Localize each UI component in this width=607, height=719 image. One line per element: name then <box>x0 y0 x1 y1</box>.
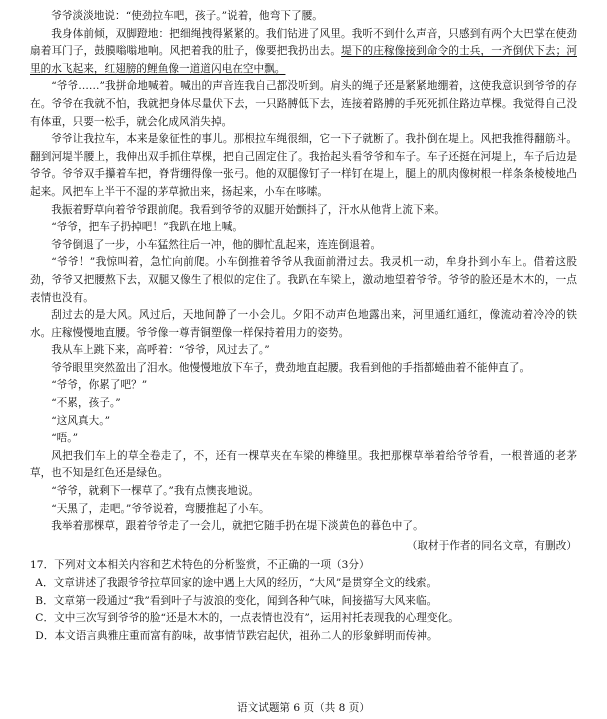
paragraph: “唔。” <box>51 432 79 445</box>
option-d: D．本文语言典雅庄重而富有韵味，故事情节跌宕起伏，祖孙二人的形象鲜明而传神。 <box>35 629 438 642</box>
paragraph: 爷爷淡淡地说：“使劲拉车吧，孩子。”说着，他弯下了腰。 <box>51 10 323 22</box>
paragraph: 我举着那棵草，跟着爷爷走了一会儿，就把它随手扔在堤下淡黄色的暮色中了。 <box>51 520 424 533</box>
paragraph: 我身体前倾，双脚蹬地：把细绳拽得紧紧的。我们钻进了风里。我听不到什么声音，只感到有两个大巴掌在使劲扇着耳门子，鼓膜嗡嗡地响。风把着我的肚子，像要把我扔出去。堤下的庄稼像接到命令的士兵，一齐倒伏下去；河里的水飞起来，红翅膀的鲤鱼像一道道闪电在空中飘。 <box>30 27 577 75</box>
source-note: （取材于作者的同名文章，有删改） <box>406 539 577 552</box>
paragraph: 风把我们车上的草全卷走了，不，还有一棵草夹在车梁的榫缝里。我把那棵草举着给爷爷看，一根普通的老茅草，也不知是红色还是绿色。 <box>30 449 577 480</box>
option-b: B．文章第一段通过“我”看到叶子与波浪的变化，闻到各种气味，间接描写大风来临。 <box>35 594 438 607</box>
paragraph: “这风真大。” <box>51 414 111 427</box>
paragraph: 爷爷眼里突然盈出了泪水。他慢慢地放下车子，费劲地直起腰。我看到他的手指都蜷曲着不能伸直了。 <box>51 361 531 374</box>
paragraph: 我从车上跳下来，高呼着：“爷爷，风过去了。” <box>51 344 270 357</box>
underlined-sentence: 堤下的庄稼像接到命令的士兵，一齐倒伏下去；河里的水飞起来，红翅膀的鲤鱼像一道道闪电在空中飘。 <box>30 45 577 75</box>
paragraph: 我振着野草向着爷爷跟前爬。我看到爷爷的双腿开始颤抖了，汗水从他背上流下来。 <box>51 203 446 216</box>
paragraph: “爷爷，把车子扔掉吧！”我趴在地上喊。 <box>51 221 244 234</box>
option-a: A．文章讲述了我跟爷爷拉草回家的途中遇上大风的经历，“大风”是贯穿全文的线索。 <box>35 577 438 589</box>
paragraph: 爷爷让我拉车，本来是象征性的事儿。那根拉车绳很细，它一下子就断了。我扑倒在堤上。风把我推得翻筋斗。翻到河堤半腰上，我伸出双手抓住草棵，把自己固定住了。我抬起头看爷爷和车子。车子还挺在河堤上，车子后边是爷爷。爷爷双手攥着车把，脊背绷得像一张弓。他的双腿像钉子一样钉在堤上，腿上的肌肉像树根一样条条棱棱地凸起来。风把车上半干不湿的茅草掀出来，扬起来，小车在哆嗦。 <box>30 133 577 198</box>
paragraph: “爷爷……”我拼命地喊着。喊出的声音连我自己都没听到。肩头的绳子还是紧紧地绷着，这使我意识到爷爷的存在。爷爷在我就不怕，我就把身体尽量伏下去，一只路膊低下去，连接着路膊的手死死抓住路边草棵。我觉得自己没有体重，只要一松手，就会化成风消失掉。 <box>30 80 577 128</box>
paragraph: “天黑了，走吧。”爷爷说着，弯腰推起了小车。 <box>51 502 270 515</box>
question-stem: 17．下列对文本相关内容和艺术特色的分析鉴赏，不正确的一项（3分） <box>30 559 370 572</box>
paragraph: “爷爷，就剩下一棵草了。”我有点懊丧地说。 <box>51 485 260 498</box>
paragraph: “爷爷！”我惊叫着，急忙向前爬。小车倒推着爷爷从我面前滑过去。我灵机一动，牟身扑到小车上。借着这股劲，爷爷又把腰熬下去，双腿又像生了根似的定住了。我趴在车梁上，激动地望着爷爷。爷爷的脸还是木木的，一点表情也没有。 <box>30 256 577 304</box>
question-17 <box>30 557 577 645</box>
option-c: C．文中三次写到爷爷的脸“还是木木的，一点表情也没有”，运用衬托表现我的心理变化。 <box>35 612 459 625</box>
paragraph: “不累，孩子。” <box>51 397 121 410</box>
paragraph: 爷爷倒退了一步，小车猛然往后一冲，他的脚忙乱起来，连连倒退着。 <box>51 238 382 251</box>
paragraph: 刮过去的是大风。风过后，天地间静了一小会儿。夕阳不动声色地露出来，河里通红通红，像流动着冷冷的铁水。庄稼慢慢地直腰。爷爷像一尊青铜塑像一样保持着用力的姿势。 <box>30 309 577 339</box>
page-footer: 语文试题第 6 页（共 8 页） <box>237 702 370 714</box>
passage <box>30 8 577 536</box>
paragraph: “爷爷，你累了吧？” <box>51 379 148 392</box>
